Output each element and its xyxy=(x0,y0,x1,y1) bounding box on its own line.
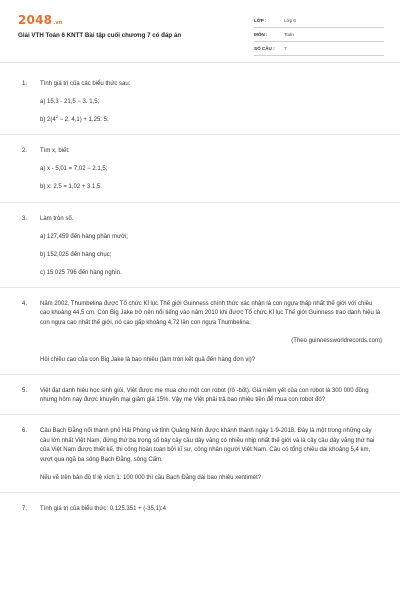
question-paragraph: Việt đạt danh hiệu học sinh giỏi, Việt được mẹ mua cho một con robot (rô -bốt). Giá niêm yết của con robot là 300 000 đồng nhưng hôm nay được khuyến mại giảm giá 15%. Vậy mẹ Việt phải trả bao nhiêu tiền để mua con robot đó? xyxy=(40,387,369,404)
question-part-a: a) 15,3 - 21,5 − 3. 1,5; xyxy=(40,99,100,106)
question-stem: Tính giá trị của các biểu thức sau: xyxy=(40,81,131,87)
question-source: (Theo guinnessworldrecords.com) xyxy=(291,337,382,344)
question-separator xyxy=(0,202,400,203)
meta-label: SỐ CÂU : xyxy=(254,46,275,51)
question-separator xyxy=(0,134,400,135)
question-paragraph: Năm 2002, Thumbelina được Tổ chức Kỉ lục Thế giới Guinness chính thức xác nhận là con ngựa thấp nhất thế giới với chiều cao khoảng 44,5 cm. Còn Big Jake trở nên nổi tiếng vào năm 2010 khi được Tổ chức Kỉ lục Thế giới Guinness trao danh hiệu là con ngựa cao nhất thế giới, nó cao gấp khoảng 4,72 lần con ngựa Thumbelina. xyxy=(40,300,381,326)
question-stem: Làm tròn số. xyxy=(40,215,74,222)
question-list xyxy=(0,80,400,523)
page-header xyxy=(0,0,400,62)
question-number: 5. xyxy=(22,387,28,394)
question-number: 4. xyxy=(22,300,28,307)
exponent: 2 xyxy=(55,114,58,120)
question-number: 2. xyxy=(22,148,28,155)
question-2 xyxy=(0,147,400,193)
meta-row-class xyxy=(254,15,384,28)
question-separator xyxy=(0,374,400,375)
document-meta xyxy=(254,15,384,57)
question-4 xyxy=(0,300,400,365)
meta-value: Toán xyxy=(284,32,294,37)
meta-row-count xyxy=(254,43,384,56)
question-3 xyxy=(0,215,400,279)
question-part-a: a) 127,459 đến hàng phần mười; xyxy=(40,233,129,240)
meta-row-subject xyxy=(254,29,384,42)
question-number: 7. xyxy=(22,505,28,512)
question-paragraph: Cầu Bạch Đằng nối thành phố Hải Phòng và tỉnh Quảng Ninh được khánh thành ngày 1-9-2018. Đây là một trong những cây cầu lớn nhất Việt Nam, đứng thứ ba trong số bảy cây cầu dây văng có nhiều nhịp nhất thế giới và là cây cầu dây văng thứ hai của Việt Nam được thiết kế, thi công hoàn toàn bởi kĩ sư, công nhân người Việt Nam. Cầu có tổng chiều dài khoảng 5,4 km, vượt qua ngã ba sông Bạch Đằng, sông Cấm. xyxy=(40,428,375,463)
question-part-a: a) x - 5,01 = 7,02 − 2.1,5; xyxy=(40,166,108,173)
question-5 xyxy=(0,387,400,406)
site-logo[interactable] xyxy=(18,13,63,27)
question-6 xyxy=(0,427,400,483)
question-number: 6. xyxy=(22,428,28,435)
question-part-b: b) x: 2,5 = 1,02 + 3.1,5. xyxy=(40,184,103,191)
question-1 xyxy=(0,80,400,126)
question-stem: Tính giá trị của biểu thức: 0,125.351 + (-35,1):4 xyxy=(40,505,166,512)
question-ask: Nếu vẽ trên bản đồ tỉ lệ xích 1: 100 000 thì cầu Bạch Đằng dài bao nhiêu xentimét? xyxy=(40,474,262,481)
document-title: Giải VTH Toán 6 KNTT Bài tập cuối chương 7 có đáp án xyxy=(18,32,182,39)
header-divider xyxy=(0,62,400,63)
logo-suffix: .vn xyxy=(53,20,63,26)
question-separator xyxy=(0,287,400,288)
meta-value: Lớp 6 xyxy=(284,18,296,23)
question-number: 3. xyxy=(22,215,28,222)
question-part-b xyxy=(40,116,382,126)
meta-value: 7 xyxy=(284,46,287,51)
question-part-c: c) 15 025 796 đến hàng nghìn. xyxy=(40,269,122,276)
question-separator xyxy=(0,414,400,415)
question-part-b: b) 152,025 đến hàng chục; xyxy=(40,251,112,258)
meta-label: MÔN : xyxy=(254,32,268,37)
question-number: 1. xyxy=(22,81,28,87)
question-ask: Hỏi chiều cao của con Big Jake là bao nhiêu (làm tròn kết quả đến hàng đơn vị)? xyxy=(40,356,256,363)
meta-label: LỚP : xyxy=(254,18,267,23)
part-b-start: b) 2(4 xyxy=(40,117,56,124)
question-stem: Tìm x, biết: xyxy=(40,148,70,155)
question-separator xyxy=(0,492,400,493)
question-7 xyxy=(0,505,400,515)
logo-text: 2048 xyxy=(18,13,53,27)
part-b-end: − 2. 4,1) + 1,25: 5. xyxy=(57,117,109,124)
